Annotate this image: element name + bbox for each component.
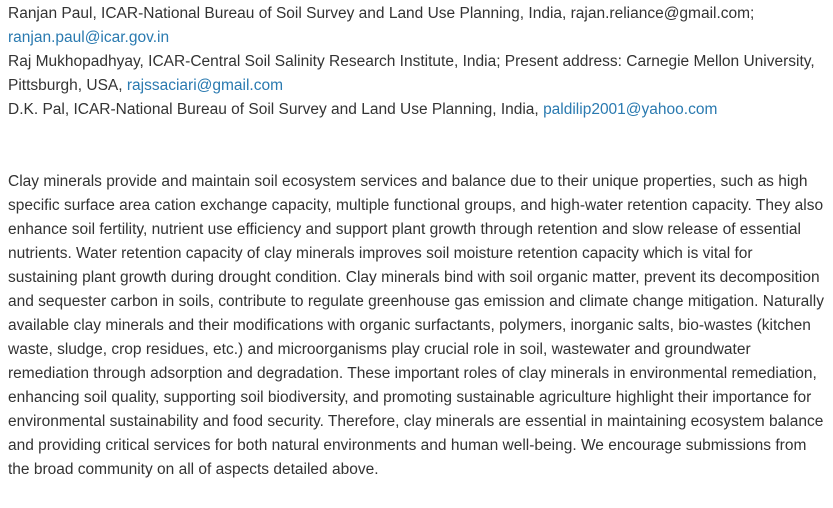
abstract-paragraph: Clay minerals provide and maintain soil ecosystem services and balance due to their unique properties, such as high specific surface area cation exchange capacity, multiple functional groups, and high-water retention capacity. They also enhance soil fertility, nutrient use efficiency and support plant growth through retention and slow release of essential nutrients. Water retention capacity of clay minerals improves soil moisture retention capacity which is vital for sustaining plant growth during drought condition. Clay minerals bind with soil organic matter, prevent its decomposition and sequester carbon in soils, contribute to regulate greenhouse gas emission and climate change mitigation. Naturally available clay minerals and their modifications with organic surfactants, polymers, inorganic salts, bio-wastes (kitchen waste, sludge, crop residues, etc.) and microorganisms play crucial role in soil, wastewater and groundwater remediation through adsorption and degradation. These important roles of clay minerals in environmental remediation, enhancing soil quality, supporting soil biodiversity, and promoting sustainable agriculture highlight their importance for environmental sustainability and food security. Therefore, clay minerals are essential in maintaining ecosystem balance and providing critical services for both natural environments and human well-being. We encourage submissions from the broad community on all of aspects detailed above.: [8, 173, 824, 478]
author-email-link[interactable]: rajssaciari@gmail.com: [126, 77, 284, 94]
author-email-link[interactable]: paldilip2001@yahoo.com: [543, 101, 718, 118]
author-email-link[interactable]: ranjan.paul@icar.gov.in: [8, 29, 170, 46]
author-list: [8, 2, 833, 122]
author-entry: [8, 2, 828, 50]
author-affiliation: Raj Mukhopadhyay, ICAR-Central Soil Salinity Research Institute, India; Present address: Carnegie Mellon University, Pittsburgh, USA,: [8, 53, 815, 94]
author-affiliation: D.K. Pal, ICAR-National Bureau of Soil Survey and Land Use Planning, India,: [8, 101, 539, 118]
author-affiliation: Ranjan Paul, ICAR-National Bureau of Soil Survey and Land Use Planning, India, rajan.reliance@gmail.com;: [8, 5, 755, 22]
author-entry: [8, 98, 828, 122]
author-entry: [8, 50, 828, 98]
